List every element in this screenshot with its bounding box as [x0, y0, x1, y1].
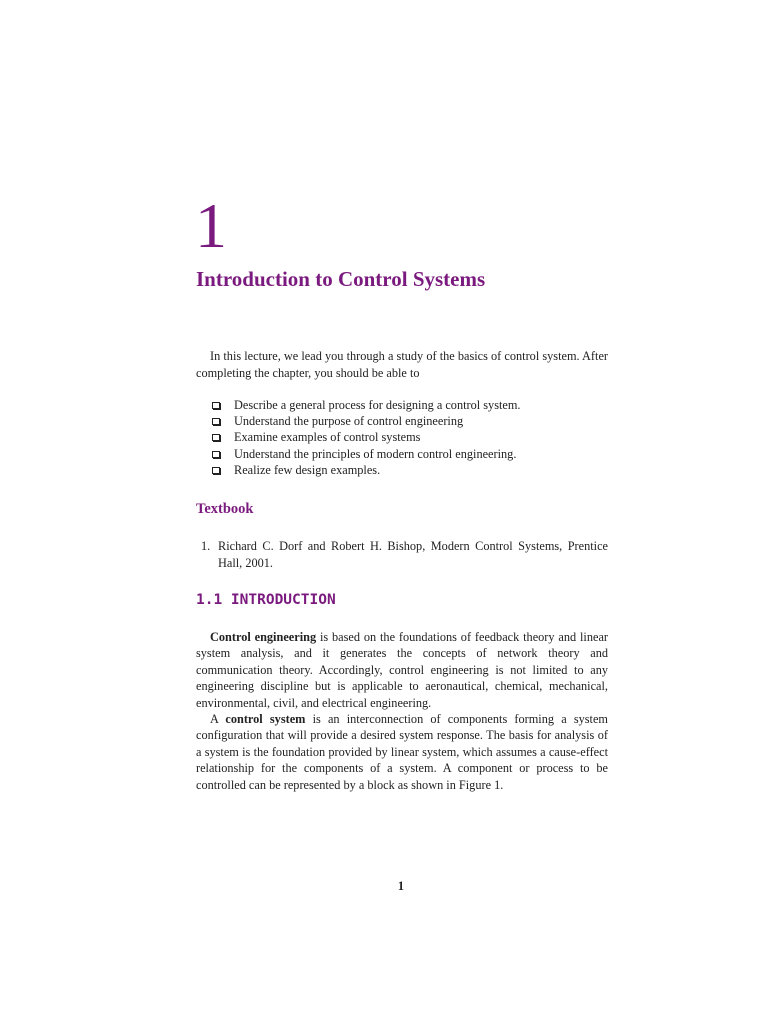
textbook-heading: Textbook	[196, 501, 254, 517]
learning-goals-list	[212, 397, 521, 479]
chapter-number: 1	[195, 190, 227, 261]
list-item	[212, 397, 521, 413]
body-paragraph	[196, 711, 608, 793]
reference-list	[201, 538, 608, 571]
key-term: Control engineering	[210, 630, 317, 644]
goal-text: Describe a general process for designing a control system.	[234, 397, 521, 412]
list-item	[212, 446, 521, 462]
body-paragraph	[196, 629, 608, 711]
goal-text: Examine examples of control systems	[234, 430, 421, 445]
goal-text: Understand the principles of modern control engineering.	[234, 446, 517, 461]
goal-text: Understand the purpose of control engineering	[234, 414, 464, 429]
key-term: control system	[225, 712, 306, 727]
paragraph-text: is an interconnection of components forming a system configuration that will provide a desired system response. The basis for analysis of a system is the foundation provided by linear system, which assumes a cause-effect relationship for the components of a system. A component or process to be controlled can be represented by a block as shown in Figure 1.	[196, 712, 608, 792]
box-bullet-icon	[212, 418, 220, 425]
chapter-title: Introduction to Control Systems	[196, 267, 486, 291]
reference-text: Richard C. Dorf and Robert H. Bishop, Modern Control Systems, Prentice Hall, 2001.	[218, 539, 608, 570]
paragraph-lead: A	[210, 712, 226, 727]
reference-item	[201, 538, 608, 571]
goal-text: Realize few design examples.	[234, 463, 381, 478]
list-item	[212, 413, 521, 429]
page-number: 1	[397, 879, 405, 893]
box-bullet-icon	[212, 451, 220, 458]
box-bullet-icon	[212, 434, 220, 441]
list-item	[212, 463, 521, 479]
list-item	[212, 430, 521, 446]
section-heading: 1.1 INTRODUCTION	[196, 592, 336, 608]
intro-paragraph: In this lecture, we lead you through a study of the basics of control system. After completing the chapter, you should be able to	[196, 349, 608, 380]
box-bullet-icon	[212, 402, 220, 409]
section-body	[196, 629, 608, 793]
reference-number: 1.	[201, 539, 211, 553]
box-bullet-icon	[212, 467, 220, 474]
paragraph-text: is based on the foundations of feedback theory and linear system analysis, and it generates the concepts of network theory and communication theory. Accordingly, control engineering is not limited to any engineering discipline but is applicable to aeronautical, chemical, mechanical, environmental, civil, and electrical engineering.	[196, 630, 608, 710]
